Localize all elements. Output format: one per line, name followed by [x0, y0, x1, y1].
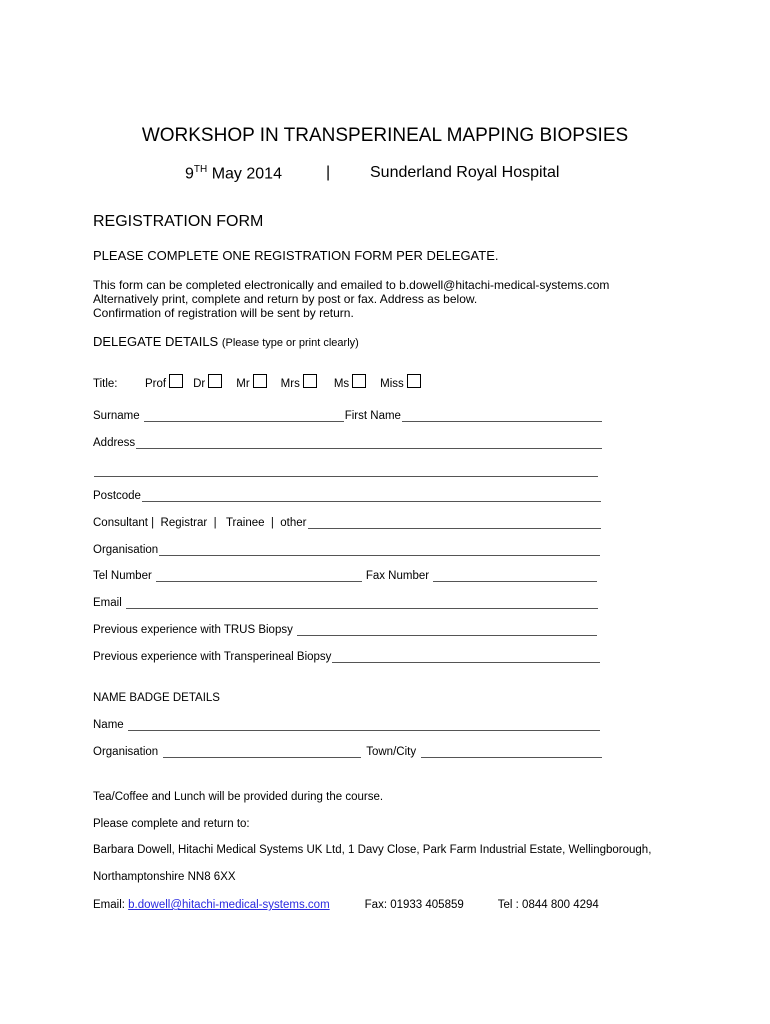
checkbox[interactable]	[407, 374, 421, 388]
email-field[interactable]	[126, 596, 598, 609]
title-option-mr[interactable]	[236, 374, 266, 390]
option-label: Dr	[193, 378, 206, 390]
organisation-label: Organisation	[93, 544, 159, 556]
role-label: Consultant | Registrar | Trainee | other	[93, 517, 307, 529]
option-label: Mr	[236, 378, 250, 390]
address-row-2	[93, 461, 599, 477]
separator: |	[326, 164, 331, 181]
badge-organisation-label: Organisation	[93, 746, 159, 758]
badge-organisation-field[interactable]	[163, 745, 361, 758]
transperineal-field[interactable]	[332, 650, 600, 663]
delegate-heading-text: DELEGATE DETAILS	[93, 334, 219, 349]
role-row	[93, 513, 602, 529]
email-row	[93, 593, 599, 609]
option-label: Miss	[380, 378, 404, 390]
catering-note: Tea/Coffee and Lunch will be provided during the course.	[93, 791, 384, 803]
phone-row	[93, 566, 598, 582]
title-option-ms[interactable]	[334, 374, 366, 390]
contact-row	[93, 895, 599, 911]
tel-number: Tel : 0844 800 4294	[497, 899, 599, 911]
checkbox[interactable]	[352, 374, 366, 388]
postcode-field[interactable]	[142, 489, 601, 502]
badge-heading: NAME BADGE DETAILS	[93, 692, 220, 704]
intro-line-1: This form can be completed electronically and emailed to b.dowell@hitachi-medical-systems.com	[93, 278, 610, 292]
organisation-row	[93, 540, 601, 556]
town-field[interactable]	[421, 745, 602, 758]
trus-field[interactable]	[297, 623, 597, 636]
delegate-heading	[93, 334, 359, 349]
checkbox[interactable]	[303, 374, 317, 388]
fax-field[interactable]	[433, 569, 597, 582]
delegate-note: (Please type or print clearly)	[221, 337, 359, 349]
address-field[interactable]	[136, 436, 602, 449]
address-line-2: Northamptonshire NN8 6XX	[93, 871, 236, 883]
title-option-dr[interactable]	[193, 374, 222, 390]
option-label: Ms	[333, 378, 350, 390]
fax-label: Fax Number	[365, 570, 430, 582]
tel-field[interactable]	[156, 569, 362, 582]
fax-number: Fax: 01933 405859	[364, 899, 464, 911]
address-label: Address	[93, 437, 136, 449]
return-to: Please complete and return to:	[93, 818, 250, 830]
form-heading: REGISTRATION FORM	[93, 213, 264, 230]
address-row	[93, 433, 603, 449]
title-row	[93, 374, 421, 390]
checkbox[interactable]	[253, 374, 267, 388]
name-row	[93, 406, 603, 422]
transperineal-row	[93, 647, 601, 663]
date-sup: TH	[193, 164, 208, 175]
title-option-miss[interactable]	[380, 374, 421, 390]
first-name-field[interactable]	[402, 409, 602, 422]
organisation-field[interactable]	[159, 543, 600, 556]
postcode-label: Postcode	[93, 490, 141, 502]
title-option-prof[interactable]	[145, 374, 183, 390]
badge-name-field[interactable]	[128, 718, 600, 731]
role-other-field[interactable]	[308, 516, 601, 529]
postcode-row	[93, 486, 602, 502]
instruction: PLEASE COMPLETE ONE REGISTRATION FORM PER DELEGATE.	[93, 248, 499, 263]
address-line-1: Barbara Dowell, Hitachi Medical Systems UK Ltd, 1 Davy Close, Park Farm Industrial Estate, Wellingborough,	[93, 844, 652, 856]
title-option-mrs[interactable]	[281, 374, 317, 390]
trus-label: Previous experience with TRUS Biopsy	[93, 624, 293, 636]
first-name-label: First Name	[344, 410, 401, 422]
title-label: Title:	[93, 378, 118, 390]
email-label: Email:	[93, 899, 125, 911]
intro-line-2: Alternatively print, complete and return by post or fax. Address as below.	[93, 292, 478, 306]
date-day: 9	[185, 165, 194, 183]
workshop-date	[185, 164, 282, 183]
badge-name-row	[93, 715, 601, 731]
town-label: Town/City	[366, 746, 417, 758]
venue: Sunderland Royal Hospital	[370, 164, 560, 181]
intro-line-3: Confirmation of registration will be sent by return.	[93, 306, 354, 320]
option-label: Mrs	[280, 378, 300, 390]
email-label: Email	[93, 597, 122, 609]
email-link[interactable]: b.dowell@hitachi-medical-systems.com	[128, 899, 330, 911]
transperineal-label: Previous experience with Transperineal Biopsy	[93, 651, 332, 663]
tel-label: Tel Number	[93, 570, 152, 582]
badge-name-label: Name	[93, 719, 124, 731]
surname-field[interactable]	[144, 409, 344, 422]
checkbox[interactable]	[208, 374, 222, 388]
option-label: Prof	[145, 378, 167, 390]
trus-row	[93, 620, 598, 636]
address-field-2[interactable]	[94, 464, 598, 477]
date-month-year: May 2014	[211, 165, 282, 183]
checkbox[interactable]	[169, 374, 183, 388]
document-title: WORKSHOP IN TRANSPERINEAL MAPPING BIOPSIES	[141, 125, 629, 146]
badge-org-row	[93, 742, 603, 758]
surname-label: Surname	[93, 410, 140, 422]
